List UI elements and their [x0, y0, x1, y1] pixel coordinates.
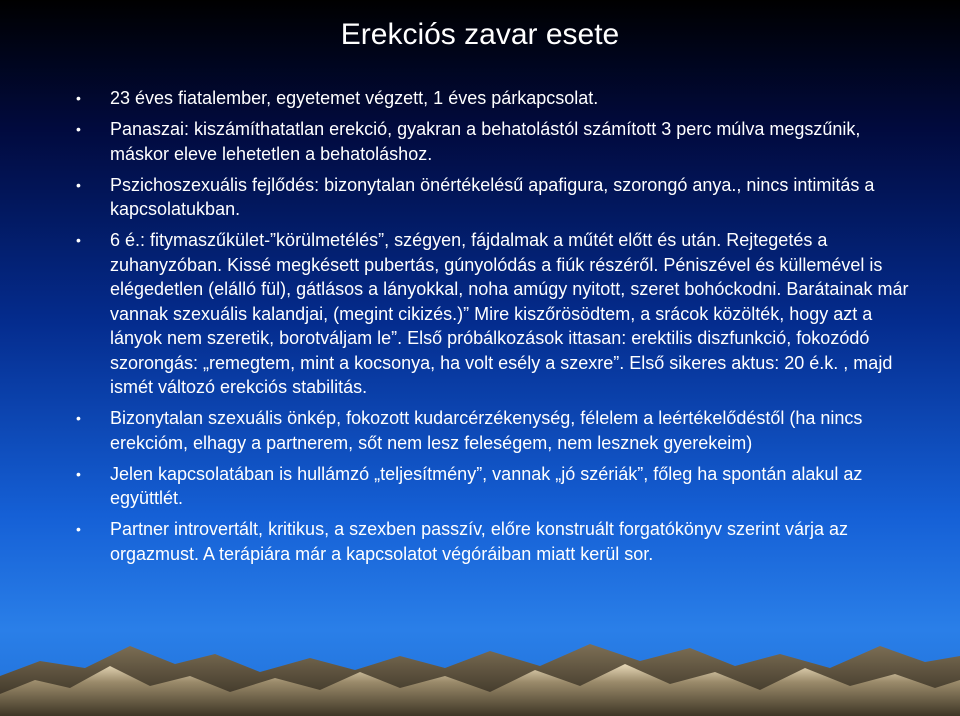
bullet-dot-icon: •: [76, 410, 81, 426]
bullet-text: 6 é.: fitymaszűkület-”körülmetélés”, szégyen, fájdalmak a műtét előtt és után. Rejtegetés a zuhanyzóban. Kissé megkésett pubertás, gúnyolódás a fiúk részéről. Péniszével és küllemével is elégedetlen (elálló fül), gátlásos a lányokkal, noha amúgy nyitott, szeret bohóckodni. Barátainak már vannak szexuális kalandjai, (megint cikizés.)” Mire kiszőrösödtem, a srácok közölték, hogy azt a lányok nem szeretik, borotváljam le”. Első próbálkozások ittasan: erektilis diszfunkció, fokozódó szorongás: „remegtem, mint a kocsonya, ha volt esély a szexre”. Első sikeres aktus: 20 é.k. , majd ismét változó erekciós stabilitás.: [110, 230, 909, 397]
bullet-text: Partner introvertált, kritikus, a szexben passzív, előre konstruált forgatókönyv szerint várja az orgazmust. A terápiára már a kapcsolatot végóráiban miatt kerül sor.: [110, 519, 848, 564]
bullet-item: [74, 86, 914, 111]
bullet-item: [74, 173, 914, 222]
bullet-item: [74, 406, 914, 455]
bullet-text: Pszichoszexuális fejlődés: bizonytalan önértékelésű apafigura, szorongó anya., nincs intimitás a kapcsolatukban.: [110, 174, 875, 219]
mountain-background: [0, 606, 960, 716]
bullet-text: Bizonytalan szexuális önkép, fokozott kudarcérzékenység, félelem a leértékelődéstől (ha nincs erekcióm, elhagy a partnerem, sőt nem lesz feleségem, nem lesznek gyerekeim): [110, 408, 863, 453]
bullet-dot-icon: •: [76, 232, 81, 248]
bullet-item: [74, 517, 914, 566]
bullet-item: [74, 228, 914, 400]
bullet-dot-icon: •: [76, 121, 81, 137]
bullet-item: [74, 117, 914, 166]
bullet-text: Jelen kapcsolatában is hullámzó „teljesítmény”, vannak „jó szériák”, főleg ha spontán alakul az együttlét.: [110, 463, 863, 508]
bullet-dot-icon: •: [76, 90, 81, 106]
slide-title: Erekciós zavar esete: [340, 18, 620, 51]
bullet-text: Panaszai: kiszámíthatatlan erekció, gyakran a behatolástól számított 3 perc múlva megszűnik, máskor eleve lehetetlen a behatoláshoz.: [110, 119, 861, 164]
bullet-list: [74, 86, 914, 573]
bullet-item: [74, 462, 914, 511]
bullet-dot-icon: •: [76, 521, 81, 537]
bullet-dot-icon: •: [76, 176, 81, 193]
bullet-text: 23 éves fiatalember, egyetemet végzett, 1 éves párkapcsolat.: [110, 88, 599, 108]
bullet-dot-icon: •: [76, 465, 81, 482]
